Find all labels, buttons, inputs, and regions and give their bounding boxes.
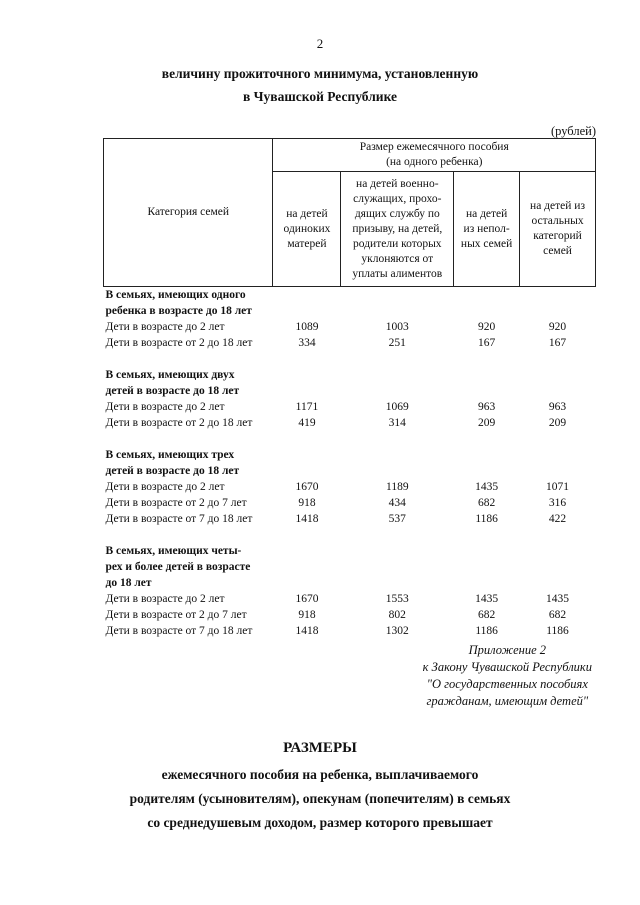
- section-line-3: со среднедушевым доходом, размер которого превышает: [147, 815, 493, 830]
- row-label: Дети в возрасте от 7 до 18 лет: [105, 625, 253, 637]
- header-line: на детей: [465, 207, 508, 220]
- value-cell-a: 918: [298, 609, 316, 621]
- header-line: остальных: [531, 215, 584, 227]
- header-line: уплаты алиментов: [352, 267, 443, 280]
- value-cell-d: 167: [548, 337, 567, 349]
- header-line: родители которых: [353, 237, 442, 250]
- header-line: дящих службу по: [354, 207, 440, 220]
- table-row: [104, 495, 596, 511]
- section-line-1: ежемесячного пособия на ребенка, выплачиваемого: [161, 767, 479, 782]
- header-line: на детей военно-: [356, 177, 439, 190]
- table-row: [104, 511, 596, 527]
- row-label: Дети в возрасте до 2 лет: [105, 321, 225, 333]
- value-cell-c: 1186: [475, 513, 498, 525]
- row-label: Дети в возрасте до 2 лет: [105, 481, 225, 493]
- value-cell-c: 682: [478, 609, 496, 621]
- group-header-row: [104, 543, 596, 591]
- value-cell-b: 1553: [385, 593, 409, 605]
- value-cell-a: 419: [298, 417, 316, 429]
- table-row: [104, 479, 596, 495]
- value-cell-a: 1171: [295, 401, 319, 413]
- table-row: [104, 335, 596, 351]
- value-cell-b: 802: [388, 609, 406, 621]
- group-title: В семьях, имеющих двух детей в возрасте до 18 лет: [105, 369, 240, 397]
- value-cell-b: 1302: [385, 625, 409, 637]
- section-title: РАЗМЕРЫ: [283, 740, 357, 756]
- header-group: Размер ежемесячного пособия (на одного ребенка): [273, 139, 596, 172]
- header-line: служащих, прохо-: [353, 192, 442, 205]
- header-category: Категория семей: [104, 139, 273, 287]
- row-label: Дети в возрасте от 7 до 18 лет: [105, 513, 253, 525]
- section-line-2: родителям (усыновителям), опекунам (попечителям) в семьях: [129, 791, 511, 806]
- value-cell-d: 422: [548, 513, 567, 525]
- group-header-row: [104, 367, 596, 399]
- group-header-row: [104, 287, 596, 320]
- header-line: призыву, на детей,: [352, 222, 443, 235]
- table-row: [104, 399, 596, 415]
- spacer-row: [104, 431, 596, 447]
- row-label: Дети в возрасте от 2 до 7 лет: [105, 497, 247, 509]
- row-label: Дети в возрасте до 2 лет: [105, 593, 225, 605]
- group-title: В семьях, имеющих четы- рех и более детей в возрасте до 18 лет: [105, 545, 251, 589]
- value-cell-d: 316: [548, 497, 567, 509]
- row-label: Дети в возрасте от 2 до 18 лет: [105, 417, 253, 429]
- header-line: семей: [543, 245, 572, 257]
- header-line: на детей из: [530, 200, 585, 212]
- appendix-note: Приложение 2 к Закону Чувашской Республики "О государственных пособиях гражданам, имеющим детей": [422, 643, 592, 708]
- value-cell-b: 434: [388, 497, 406, 509]
- header-col-other-families: [520, 172, 596, 287]
- value-cell-a: 1418: [295, 625, 319, 637]
- value-cell-b: 314: [388, 417, 406, 429]
- header-line: на детей: [286, 207, 328, 220]
- value-cell-b: 1003: [385, 321, 409, 333]
- value-cell-b: 1189: [386, 481, 409, 493]
- page-number: 2: [316, 36, 324, 51]
- group-title: В семьях, имеющих одного ребенка в возрасте до 18 лет: [105, 289, 252, 317]
- header-line: уклоняются от: [361, 252, 434, 265]
- header-line: категорий: [533, 230, 582, 242]
- table-row: [104, 415, 596, 431]
- group-header-row: [104, 447, 596, 479]
- spacer-row: [104, 527, 596, 543]
- value-cell-d: 1435: [546, 593, 570, 605]
- row-label: Дети в возрасте от 2 до 18 лет: [105, 337, 253, 349]
- table-row: [104, 623, 596, 639]
- table-row: [104, 319, 596, 335]
- heading-line-1: величину прожиточного минимума, установленную: [161, 66, 479, 81]
- value-cell-d: 1071: [546, 481, 570, 493]
- table-row: [104, 591, 596, 607]
- value-cell-c: 167: [478, 337, 496, 349]
- value-cell-d: 1186: [546, 625, 569, 637]
- value-cell-b: 1069: [385, 401, 409, 413]
- value-cell-c: 1435: [475, 593, 499, 605]
- value-cell-a: 1418: [295, 513, 319, 525]
- value-cell-a: 1089: [295, 321, 319, 333]
- value-cell-c: 1186: [475, 625, 498, 637]
- unit-label: (рублей): [550, 124, 596, 138]
- table-row: [104, 607, 596, 623]
- value-cell-c: 1435: [475, 481, 499, 493]
- header-line: матерей: [287, 237, 327, 250]
- spacer-row: [104, 351, 596, 367]
- value-cell-d: 682: [548, 609, 567, 621]
- group-title: В семьях, имеющих трех детей в возрасте до 18 лет: [105, 449, 240, 477]
- value-cell-b: 251: [388, 337, 406, 349]
- value-cell-a: 1670: [295, 593, 319, 605]
- value-cell-a: 334: [298, 337, 316, 349]
- header-col-military: [341, 172, 454, 287]
- value-cell-c: 920: [478, 321, 496, 333]
- row-label: Дети в возрасте до 2 лет: [105, 401, 225, 413]
- header-line: одиноких: [283, 222, 331, 235]
- row-label: Дети в возрасте от 2 до 7 лет: [105, 609, 247, 621]
- value-cell-a: 918: [298, 497, 316, 509]
- header-col-single-mothers: [273, 172, 341, 287]
- value-cell-d: 209: [548, 417, 567, 429]
- value-cell-c: 682: [478, 497, 496, 509]
- value-cell-d: 920: [548, 321, 567, 333]
- value-cell-c: 209: [478, 417, 496, 429]
- heading-line-2: в Чувашской Республике: [242, 89, 398, 104]
- header-col-incomplete-families: [454, 172, 520, 287]
- value-cell-b: 537: [388, 513, 406, 525]
- benefits-table: [103, 138, 596, 639]
- value-cell-d: 963: [548, 401, 567, 413]
- header-line: из непол-: [463, 222, 510, 235]
- header-line: ных семей: [460, 237, 513, 250]
- value-cell-a: 1670: [295, 481, 319, 493]
- value-cell-c: 963: [478, 401, 496, 413]
